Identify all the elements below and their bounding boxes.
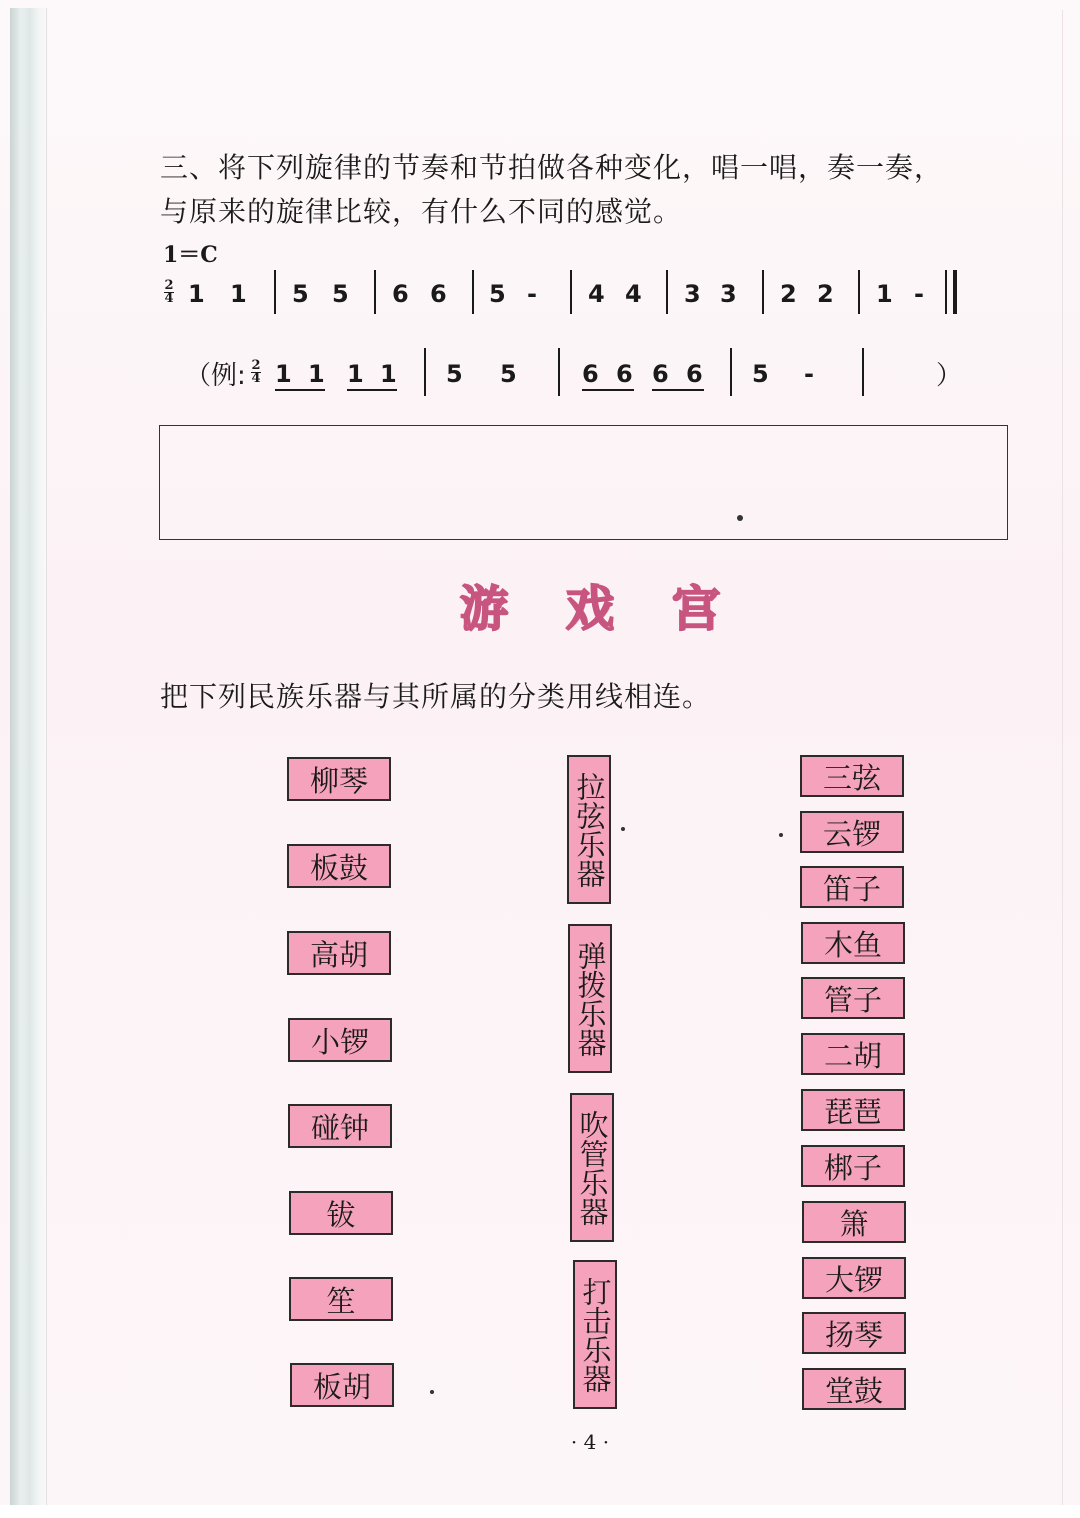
bar-line	[424, 348, 426, 396]
category-box[interactable]: 拉弦乐器	[567, 755, 611, 904]
game-title-char: 宫	[671, 581, 720, 637]
bar-line	[666, 270, 668, 314]
left-instrument-box[interactable]: 板鼓	[287, 844, 391, 888]
melody-note: 3	[684, 280, 701, 308]
bar-line	[472, 270, 474, 314]
category-box[interactable]: 打击乐器	[573, 1260, 617, 1409]
left-instrument-box[interactable]: 小锣	[288, 1018, 392, 1062]
example-dash: -	[804, 360, 814, 388]
melody-note: 5	[489, 280, 506, 308]
example-time-signature-bottom: 4	[251, 371, 261, 386]
example-note: 6	[582, 360, 599, 388]
example-time-signature	[251, 360, 261, 384]
example-note: 5	[446, 360, 463, 388]
melody-note: 6	[392, 280, 409, 308]
right-instrument-box[interactable]: 扬琴	[802, 1312, 906, 1354]
example-open: （例:	[185, 361, 246, 391]
left-instrument-box[interactable]: 板胡	[290, 1363, 394, 1407]
right-instrument-box[interactable]: 二胡	[801, 1033, 905, 1075]
right-instrument-box[interactable]: 箫	[802, 1201, 906, 1243]
bar-line	[570, 270, 572, 314]
bar-line	[862, 348, 864, 396]
print-speck	[621, 827, 625, 831]
melody-note: 1	[188, 280, 205, 308]
example-note: 6	[686, 360, 703, 388]
final-bar-line-thin	[945, 270, 947, 314]
right-instrument-box[interactable]: 笛子	[800, 866, 904, 908]
page-number: · 4 ·	[570, 1430, 610, 1454]
example-note: 6	[652, 360, 669, 388]
final-bar-line-thick	[953, 270, 957, 314]
book-spine	[10, 8, 47, 1508]
bar-line	[374, 270, 376, 314]
eighth-note-underline	[275, 389, 325, 391]
left-instrument-box[interactable]: 碰钟	[288, 1104, 392, 1148]
scan-margin	[0, 1505, 1080, 1518]
right-instrument-box[interactable]: 三弦	[800, 755, 904, 797]
example-time-signature-top: 2	[251, 358, 261, 373]
eighth-note-underline	[347, 389, 397, 391]
melody-note: 4	[588, 280, 605, 308]
example-note: 6	[616, 360, 633, 388]
game-title	[460, 570, 720, 639]
right-instrument-box[interactable]: 木鱼	[801, 922, 905, 964]
question-3-line-2: 与原来的旋律比较，有什么不同的感觉。	[160, 195, 683, 228]
right-instrument-box[interactable]: 堂鼓	[802, 1368, 906, 1410]
left-instrument-box[interactable]: 柳琴	[287, 757, 391, 801]
bar-line	[858, 270, 860, 314]
right-instrument-box[interactable]: 琵琶	[801, 1089, 905, 1131]
eighth-note-underline	[582, 389, 634, 391]
time-signature	[164, 280, 174, 304]
game-title-char: 戏	[565, 581, 614, 637]
right-instrument-box[interactable]: 梆子	[801, 1145, 905, 1187]
melody-note: 5	[332, 280, 349, 308]
melody-dash: -	[914, 280, 924, 308]
key-signature: 1＝C	[163, 242, 218, 268]
game-title-char: 游	[460, 581, 509, 637]
bar-line	[558, 348, 560, 396]
time-signature-bottom: 4	[164, 291, 174, 306]
melody-note: 1	[230, 280, 247, 308]
left-instrument-box[interactable]: 钹	[289, 1191, 393, 1235]
example-note: 1	[275, 360, 292, 388]
left-instrument-box[interactable]: 高胡	[287, 931, 391, 975]
print-speck	[779, 833, 783, 837]
left-instrument-box[interactable]: 笙	[289, 1277, 393, 1321]
melody-note: 4	[625, 280, 642, 308]
right-instrument-box[interactable]: 大锣	[802, 1257, 906, 1299]
category-box[interactable]: 弹拨乐器	[568, 924, 612, 1073]
right-instrument-box[interactable]: 云锣	[800, 811, 904, 853]
melody-note: 6	[430, 280, 447, 308]
example-note: 1	[308, 360, 325, 388]
melody-note: 1	[876, 280, 893, 308]
right-instrument-box[interactable]: 管子	[801, 977, 905, 1019]
example-note: 1	[347, 360, 364, 388]
game-instruction: 把下列民族乐器与其所属的分类用线相连。	[160, 680, 712, 713]
bar-line	[274, 270, 276, 314]
eighth-note-underline	[652, 389, 704, 391]
question-3-line-1: 三、将下列旋律的节奏和节拍做各种变化，唱一唱，奏一奏，	[160, 151, 944, 184]
print-speck	[430, 1390, 434, 1394]
print-speck	[737, 515, 743, 521]
answer-box[interactable]	[159, 425, 1008, 540]
bar-line	[762, 270, 764, 314]
melody-note: 3	[720, 280, 737, 308]
example-note: 1	[380, 360, 397, 388]
example-note: 5	[500, 360, 517, 388]
bar-line	[730, 348, 732, 396]
example-close: ）	[936, 361, 963, 391]
page-edge	[1062, 10, 1063, 1505]
category-box[interactable]: 吹管乐器	[570, 1093, 614, 1242]
melody-dash: -	[527, 280, 537, 308]
melody-note: 5	[292, 280, 309, 308]
example-note: 5	[752, 360, 769, 388]
time-signature-top: 2	[164, 278, 174, 293]
melody-note: 2	[817, 280, 834, 308]
melody-note: 2	[780, 280, 797, 308]
